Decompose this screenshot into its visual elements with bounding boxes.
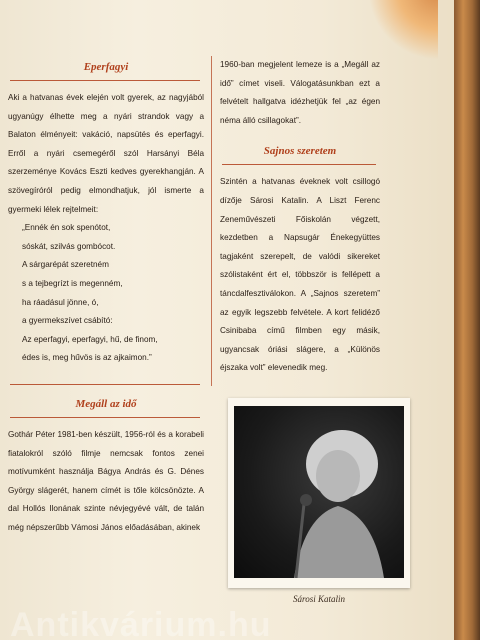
lyric-line: „Ennék én sok spenótot, <box>22 223 111 233</box>
singer-photo-illustration <box>234 406 404 578</box>
section-rule-top <box>10 384 200 385</box>
song-lyrics <box>8 219 204 368</box>
heading-megall-az-ido: Megáll az idő <box>75 397 137 410</box>
right-column <box>220 56 380 378</box>
lyric-line: ha ráadásul jönne, ó, <box>22 297 99 307</box>
watermark: Antikvárium.hu <box>10 606 272 640</box>
lyric-line: A sárgarépát szeretném <box>22 260 109 270</box>
photo-frame <box>228 398 410 588</box>
lyric-line: a gyermekszívet csábító: <box>22 316 113 326</box>
singer-photo <box>234 406 404 578</box>
paragraph-sajnos-szeretem: Szintén a hatvanas éveknek volt csillogó dízője Sárosi Katalin. A Liszt Ferenc Zeneművészeti Főiskolán végzett, kezdetben a Napsugár Énekegyüttes tagjaként szerepelt, de valódi sikereket szólistaként ért el, többször is fellépett a táncdalfesztiválokon. A „Sajnos szeretem” az egyik legszebb felvétele. A kort felidéző Csinibaba című filmben egy másik, ugyancsak óriási slágere, a „Különös éjszaka volt” elevenedik meg. <box>220 177 380 373</box>
paragraph-eperfagyi: Aki a hatvanas évek elején volt gyerek, az nagyjából ugyanúgy élhette meg a nyári strandok vagy a Balaton élményeit: vakáció, napsütés és eperfagyi. Erről a nyári csemegéről szól Harsányi Béla szerzeménye Kovács Eszti kedves gyerekhangján. A szövegíróról pedig elmondhatjuk, jól ismerte a gyermeki lélek rejtelmeit: <box>8 93 204 214</box>
heading-rule <box>10 80 200 81</box>
left-column <box>8 56 204 537</box>
lyric-line: sóskát, szilvás gombócot. <box>22 241 116 251</box>
paragraph-megall-az-ido: Gothár Péter 1981-ben készült, 1956-ról és a korabeli fiatalokról szóló filmje nemcsak fontos zenei motívumként használja Bágya András és G. Dénes György slágerét, hanem címét is tőle kölcsönözte. A dal Hollós Ilonának szinte névjegyévé vált, de talán még népszerűbb Vámosi János előadásában, akinek <box>8 429 204 532</box>
decorative-corner <box>368 0 438 60</box>
photo-caption: Sárosi Katalin <box>293 594 345 604</box>
lyric-line: édes is, meg hűvös is az ajkaimon.” <box>22 353 152 363</box>
heading-eperfagyi: Eperfagyi <box>83 61 129 73</box>
book-edge <box>454 0 480 640</box>
heading-rule <box>10 417 200 418</box>
paragraph-continuation: 1960-ban megjelent lemeze is a „Megáll az idő” címet viseli. Válogatásunkban ezt a felvételt hallgatva idézhetjük fel „az égen néma álló csillagokat”. <box>220 60 380 125</box>
heading-sajnos-szeretem: Sajnos szeretem <box>263 145 337 158</box>
lyric-line: Az eperfagyi, eperfagyi, hű, de finom, <box>22 334 158 344</box>
column-divider <box>211 56 212 386</box>
lyric-line: s a tejbegrízt is megenném, <box>22 278 123 288</box>
heading-rule <box>222 164 376 165</box>
